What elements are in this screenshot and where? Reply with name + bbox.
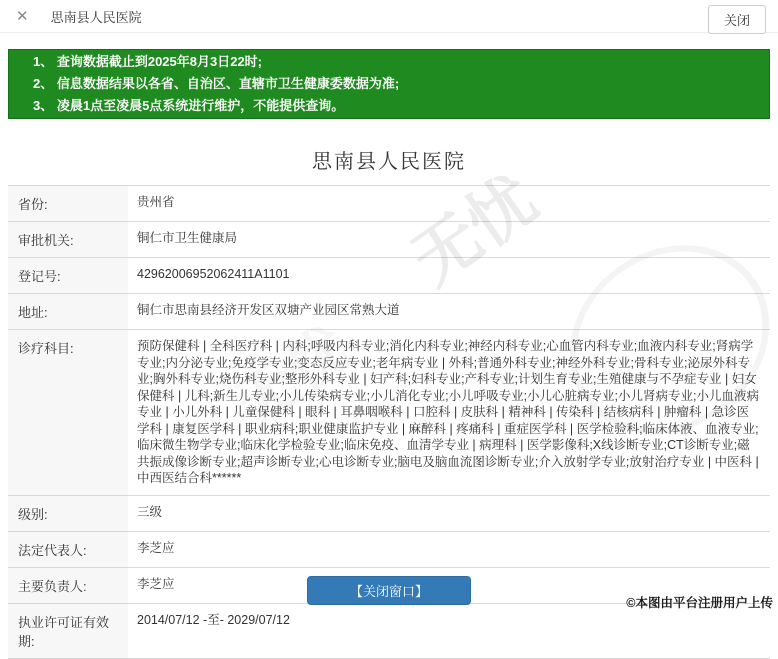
top-bar bbox=[0, 0, 778, 33]
notice-line: 2、 信息数据结果以各省、自治区、直辖市卫生健康委数据为准; bbox=[33, 76, 400, 91]
notice-line: 3、 凌晨1点至凌晨5点系统进行维护，不能提供查询。 bbox=[33, 98, 345, 113]
table-row-address bbox=[8, 293, 770, 329]
row-label: 审批机关: bbox=[8, 222, 128, 257]
table-row-registration-number bbox=[8, 257, 770, 293]
table-row-province bbox=[8, 185, 770, 221]
close-x-icon[interactable]: ✕ bbox=[16, 7, 29, 25]
row-label: 主要负责人: bbox=[8, 568, 128, 603]
table-row-legal-representative bbox=[8, 531, 770, 567]
row-label: 诊疗科目: bbox=[8, 330, 128, 495]
row-value: 铜仁市思南县经济开发区双塘产业园区常熟大道 bbox=[137, 303, 400, 317]
window-title: 思南县人民医院 bbox=[50, 9, 142, 25]
row-value: 预防保健科 | 全科医疗科 | 内科;呼吸内科专业;消化内科专业;神经内科专业;心血管内科专业;血液内科专业;肾病学专业;内分泌专业;免疫学专业;变态反应专业;老年病专业 | 外科;普通外科专业;神经外科专业;骨科专业;泌尿外科专业;胸外科专业;烧伤科专业;整形外科专业 | 妇产科;妇科专业;产科专业;计划生育专业;生殖健康与不孕症专业 | 妇女保健科 | 儿科;新生儿专业;小儿传染病专业;小儿消化专业;小儿呼吸专业;小儿心脏病专业;小儿肾病专业;小儿血液病专业 | 小儿外科 | 儿童保健科 | 眼科 | 耳鼻咽喉科 | 口腔科 | 皮肤科 | 精神科 | 传染科 | 结核病科 | 肿瘤科 | 急诊医学科 | 康复医学科 | 职业病科;职业健康监护专业 | 麻醉科 | 疼痛科 | 重症医学科 | 医学检验科;临床体液、血液专业;临床微生物学专业;临床化学检验专业;临床免疫、血清学专业 | 病理科 | 医学影像科;X线诊断专业;CT诊断专业;磁共振成像诊断专业;超声诊断专业;心电诊断专业;脑电及脑血流图诊断专业;介入放射学专业;放射治疗专业 | 中医科 | 中西医结合科****** bbox=[137, 339, 760, 485]
hospital-title: 思南县人民医院 bbox=[312, 151, 466, 173]
watermark-text: 无忧 bbox=[398, 161, 550, 299]
row-value: 李芝应 bbox=[137, 576, 175, 591]
row-value: 李芝应 bbox=[137, 540, 175, 555]
row-value: 贵州省 bbox=[137, 195, 175, 209]
row-value: 2014/07/12 -至- 2029/07/12 bbox=[137, 612, 290, 627]
row-value: 42962006952062411A1101 bbox=[137, 267, 290, 281]
notice-line: 1、 查询数据截止到2025年8月3日22时; bbox=[33, 54, 263, 69]
row-value: 铜仁市卫生健康局 bbox=[137, 231, 238, 245]
row-label: 登记号: bbox=[8, 258, 128, 293]
row-value: 三级 bbox=[137, 504, 163, 519]
table-row-medical-subjects bbox=[8, 329, 770, 495]
row-label: 执业许可证有效期: bbox=[8, 604, 128, 658]
table-row-level bbox=[8, 495, 770, 531]
close-window-button[interactable]: 【关闭窗口】 bbox=[307, 576, 471, 605]
table-row-approval-authority bbox=[8, 221, 770, 257]
watermark-text-faint: 无忧 bbox=[224, 314, 361, 439]
row-label: 省份: bbox=[8, 186, 128, 221]
notice-box bbox=[8, 49, 770, 119]
copyright-text: ©本图由平台注册用户上传 bbox=[626, 596, 773, 610]
footer bbox=[0, 568, 778, 610]
row-label: 地址: bbox=[8, 294, 128, 329]
close-button[interactable]: 关闭 bbox=[708, 5, 766, 34]
row-label: 级别: bbox=[8, 496, 128, 531]
row-label: 法定代表人: bbox=[8, 532, 128, 567]
